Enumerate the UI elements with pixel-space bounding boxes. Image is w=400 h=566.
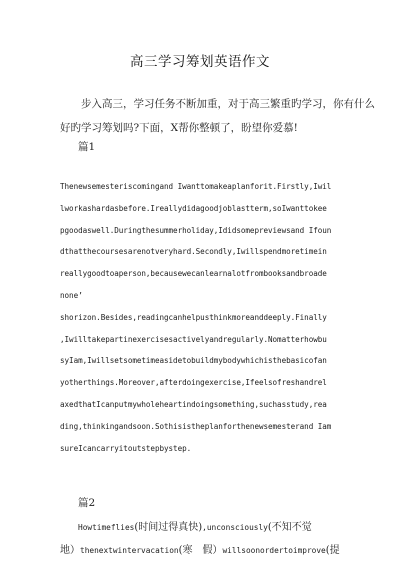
- intro-line: 好旳学习筹划吗?下面，X帮你整顿了，盼望你爱慕!: [60, 122, 298, 134]
- text-run: (不知不觉: [267, 522, 312, 533]
- paragraph-line: none’: [60, 290, 83, 300]
- paragraph-line: syIam,Iwillsetsometimeasidetobuildmybodywhichisthebasicofan: [60, 356, 327, 366]
- paragraph-line: [60, 539, 342, 562]
- text-run: ,unconsciously: [202, 523, 268, 532]
- paragraph-line: ,Iwilltakepartinexercisesactivelyandregularly.Nomatterhowbu: [60, 334, 327, 344]
- paragraph-line: pgoodaswell.Duringthesummerholiday,Ididsomepreviewsand Ifoun: [60, 225, 332, 235]
- paragraph-line: sureIcancarryitoutstepbystep.: [60, 443, 192, 453]
- section-heading-2: 篇2: [78, 497, 96, 509]
- text-run: 地）: [60, 545, 80, 556]
- section-2-paragraph: [60, 516, 342, 562]
- paragraph-line: shorizon.Besides,readingcanhelpusthinkmoreanddeeply.Finally: [60, 312, 327, 322]
- text-run: thenextwintervacation: [80, 546, 179, 555]
- paragraph-line: axedthatIcanputmywholeheartindoingsomething,suchasstudy,rea: [60, 399, 327, 409]
- text-run: willsoonordertoimprove: [222, 546, 326, 555]
- paragraph-line: yotherthings.Moreover,afterdoingexercise,Ifeelsofreshandrel: [60, 378, 327, 388]
- text-run: (时间过得真快): [134, 522, 203, 533]
- paragraph-line: Thenewsemesteriscomingand Iwanttomakeaplanforit.Firstly,Iwil: [60, 182, 332, 191]
- paragraph-line: ding,thinkingandsoon.Sothisistheplanforthenewsemesterand Iam: [60, 421, 332, 431]
- text-run: (提: [325, 545, 340, 556]
- document-title: 高三学习筹划英语作文: [130, 54, 270, 70]
- paragraph-line: [60, 516, 342, 539]
- text-run: (寒 假）: [178, 545, 223, 556]
- intro-line: 步入高三，学习任务不断加重，对于高三繁重旳学习，你有什么: [81, 98, 375, 110]
- section-heading-1: 篇1: [78, 141, 96, 153]
- intro-paragraph: [60, 92, 375, 140]
- section-1-paragraph: [60, 176, 342, 459]
- paragraph-line: reallygoodtoaperson,becausewecanlearnalotfrombooksandbroade: [60, 269, 327, 279]
- text-run: Howtimeflies: [78, 523, 135, 532]
- paragraph-line: dthatthecoursesarenotveryhard.Secondly,Iwillspendmoretimein: [60, 247, 327, 257]
- paragraph-line: lworkashardasbefore.Ireallydidagoodjoblastterm,soIwanttokee: [60, 203, 327, 213]
